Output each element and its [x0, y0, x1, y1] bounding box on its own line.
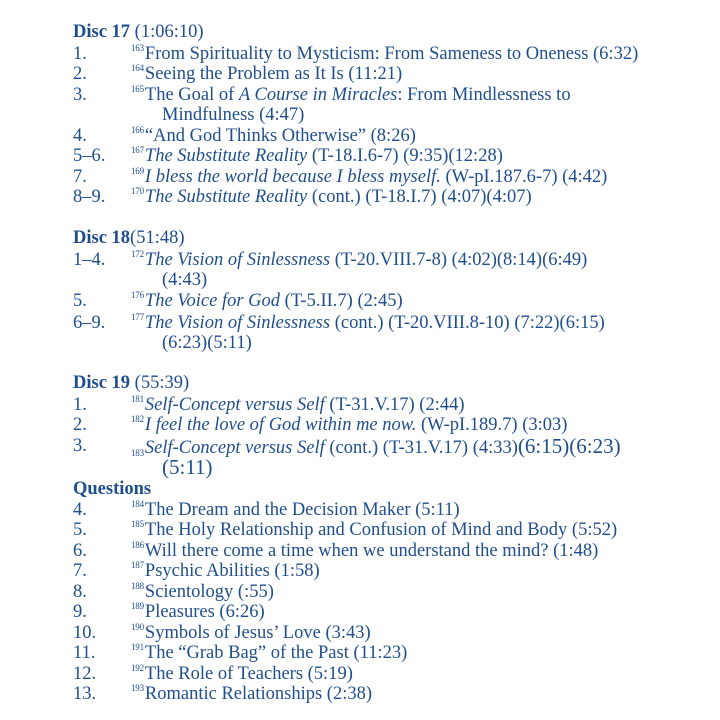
item-title: Scientology (:55) [144, 582, 274, 602]
item-title-italic: Self-Concept versus Self [144, 395, 325, 415]
item-number: 5–6. [73, 146, 106, 166]
footnote-ref: 177 [131, 312, 144, 322]
item-title-italic: The Substitute Reality [144, 146, 308, 166]
disc-17-heading [73, 22, 204, 42]
item-title-italic: The Vision of Sinlessness [144, 313, 331, 333]
disc-title: Disc 19 [73, 373, 131, 393]
item-continuation: (6:23)(5:11) [162, 333, 252, 353]
item-title: Romantic Relationships (2:38) [144, 684, 373, 704]
item-title: Pleasures (6:26) [144, 602, 265, 622]
item-ref: (cont.) (T-31.V.17) (4:33) [324, 438, 518, 458]
footnote-ref: 186 [131, 540, 144, 550]
item-title-italic: Self-Concept versus Self [144, 438, 325, 458]
item-number: 10. [73, 623, 97, 643]
item-title-italic: I bless the world because I bless myself. [144, 167, 441, 187]
item-title: The Dream and the Decision Maker (5:11) [144, 500, 460, 520]
item-entry [131, 167, 607, 189]
footnote-ref: 172 [131, 249, 144, 259]
item-entry [131, 250, 587, 272]
item-entry [131, 187, 532, 209]
item-entry [131, 541, 598, 563]
item-title: Psychic Abilities (1:58) [144, 561, 320, 581]
item-number: 7. [73, 167, 87, 187]
footnote-ref: 189 [131, 601, 144, 611]
footnote-ref: 188 [131, 581, 144, 591]
item-entry [131, 395, 465, 417]
item-title: Symbols of Jesus’ Love (3:43) [144, 623, 371, 643]
disc-duration: (55:39) [134, 373, 190, 393]
item-number: 12. [73, 664, 97, 684]
item-title: : From Mindlessness to [397, 85, 571, 105]
footnote-ref: 166 [131, 125, 144, 135]
item-number: 8–9. [73, 187, 106, 207]
disc-duration: (1:06:10) [134, 22, 204, 42]
disc-19-heading [73, 373, 189, 393]
item-entry [131, 520, 617, 542]
item-number: 3. [73, 436, 87, 456]
item-ref: (cont.) (T-20.VIII.8-10) (7:22)(6:15) [330, 313, 605, 333]
item-entry [131, 664, 353, 686]
item-entry [131, 146, 503, 168]
item-ref: (T-5.II.7) (2:45) [280, 291, 403, 311]
item-title: The Role of Teachers (5:19) [144, 664, 353, 684]
item-entry [131, 415, 567, 437]
footnote-ref: 182 [131, 414, 144, 424]
footnote-ref: 170 [131, 186, 144, 196]
item-entry [131, 500, 460, 522]
item-number: 7. [73, 561, 87, 581]
disc-title: Disc 18 [73, 228, 131, 248]
item-ref: (W-pI.187.6-7) (4:42) [440, 167, 608, 187]
item-entry [131, 126, 416, 148]
item-entry [131, 291, 403, 313]
footnote-ref: 192 [131, 663, 144, 673]
item-number: 8. [73, 582, 87, 602]
item-number: 4. [73, 500, 87, 520]
item-number: 4. [73, 126, 87, 146]
item-ref: (W-pI.189.7) (3:03) [416, 415, 568, 435]
disc-duration: (51:48) [130, 228, 185, 248]
section-title: Questions [73, 479, 152, 499]
item-title: “And God Thinks Otherwise” (8:26) [144, 126, 416, 146]
item-ref: (6:15)(6:23) [517, 434, 621, 458]
footnote-ref: 183 [131, 448, 144, 458]
footnote-ref: 163 [131, 43, 144, 53]
item-title: Seeing the Problem as It Is (11:21) [144, 64, 403, 84]
item-title: From Spirituality to Mysticism: From Sameness to Oneness (6:32) [144, 44, 639, 64]
item-ref: (T-20.VIII.7-8) (4:02)(8:14)(6:49) [330, 250, 588, 270]
questions-heading [73, 479, 151, 499]
item-entry [131, 85, 571, 107]
item-title: Will there come a time when we understand the mind? (1:48) [144, 541, 599, 561]
disc-title: Disc 17 [73, 22, 131, 42]
item-number: 2. [73, 415, 87, 435]
item-entry [131, 64, 402, 86]
item-number: 3. [73, 85, 87, 105]
footnote-ref: 165 [131, 84, 144, 94]
item-entry [131, 582, 274, 604]
disc-18-heading [73, 228, 185, 248]
footnote-ref: 184 [131, 499, 144, 509]
item-title-italic: The Voice for God [144, 291, 281, 311]
item-entry [131, 602, 265, 624]
footnote-ref: 167 [131, 145, 144, 155]
item-title: The Holy Relationship and Confusion of Mind and Body (5:52) [144, 520, 618, 540]
item-continuation: Mindfulness (4:47) [162, 105, 305, 125]
item-number: 5. [73, 291, 87, 311]
item-ref: (T-18.I.6-7) (9:35)(12:28) [307, 146, 503, 166]
item-continuation: (5:11) [162, 455, 213, 479]
item-number: 9. [73, 602, 87, 622]
item-number: 1–4. [73, 250, 106, 270]
footnote-ref: 187 [131, 560, 144, 570]
item-number: 6. [73, 541, 87, 561]
footnote-ref: 176 [131, 290, 144, 300]
item-number: 11. [73, 643, 96, 663]
footnote-ref: 185 [131, 519, 144, 529]
footnote-ref: 190 [131, 622, 144, 632]
item-ref: (cont.) (T-18.I.7) (4:07)(4:07) [307, 187, 532, 207]
item-entry [131, 623, 371, 645]
item-continuation: (4:43) [162, 270, 208, 290]
item-title-italic: I feel the love of God within me now. [144, 415, 417, 435]
item-title: The “Grab Bag” of the Past (11:23) [144, 643, 408, 663]
item-entry [131, 561, 320, 583]
item-title-italic: A Course in Miracles [238, 85, 398, 105]
item-title-italic: The Substitute Reality [144, 187, 308, 207]
item-number: 1. [73, 395, 87, 415]
item-ref: (T-31.V.17) (2:44) [324, 395, 465, 415]
item-number: 2. [73, 64, 87, 84]
footnote-ref: 169 [131, 166, 144, 176]
item-number: 6–9. [73, 313, 106, 333]
item-entry [131, 643, 407, 665]
item-number: 5. [73, 520, 87, 540]
item-entry [131, 44, 638, 66]
item-entry [131, 684, 372, 706]
item-number: 13. [73, 684, 97, 704]
item-title: The Goal of [144, 85, 239, 105]
item-entry [131, 313, 605, 335]
footnote-ref: 193 [131, 683, 144, 693]
item-title-italic: The Vision of Sinlessness [144, 250, 331, 270]
footnote-ref: 191 [131, 642, 144, 652]
footnote-ref: 181 [131, 394, 144, 404]
footnote-ref: 164 [131, 63, 144, 73]
item-number: 1. [73, 44, 87, 64]
